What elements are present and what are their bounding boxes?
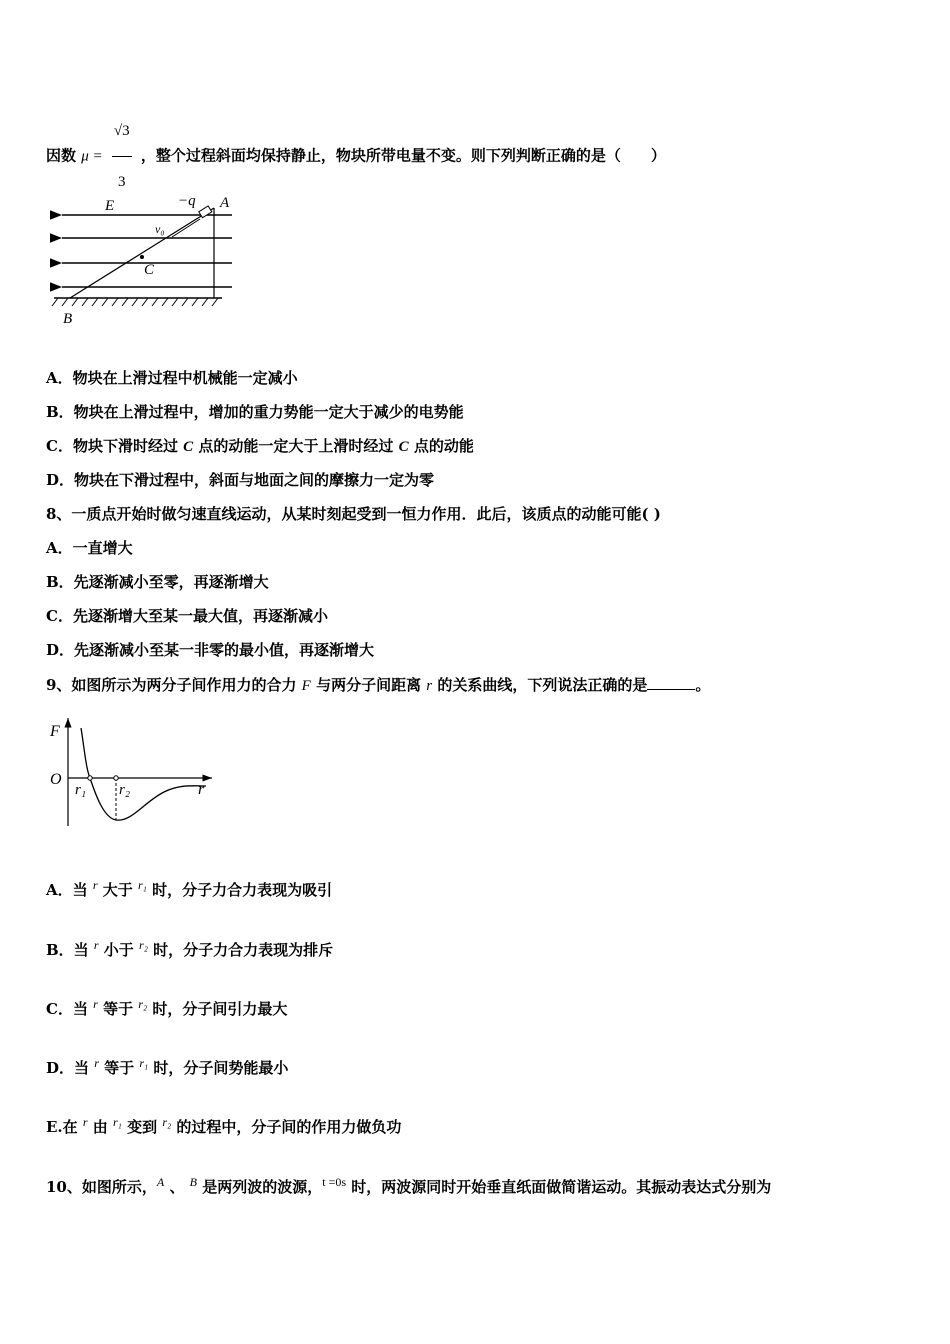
q7-option-d-text: D．物块在下滑过程中，斜面与地面之间的摩擦力一定为零 (46, 471, 435, 489)
label-O: O (50, 771, 62, 788)
q9-option-text: 变到 (121, 1118, 163, 1136)
mu-symbol: μ = (81, 148, 103, 165)
q7-stem-suffix: ，整个过程斜面均保持静止，物块所带电量不变。则下列判断正确的是（ ） (140, 146, 666, 165)
q8-option-b: B．先逐渐减小至零，再逐渐增大 (46, 573, 269, 591)
q10-stem-text: 时，两波源同时开始垂直纸面做简谐运动。其振动表达式分别为 (346, 1178, 772, 1196)
var-F: F (301, 678, 311, 694)
var-r: r (94, 1056, 99, 1070)
label-E: E (105, 198, 115, 214)
q8-option-d: D．先逐渐减小至某一非零的最小值，再逐渐增大 (46, 641, 375, 659)
label-v0: v₀ (155, 222, 165, 236)
var-A: A (156, 1175, 165, 1189)
q9-option-text: 等于 (97, 1000, 139, 1018)
ground-hatching (52, 298, 218, 306)
force-curve (81, 728, 206, 820)
r1-dot (88, 776, 92, 780)
q10-stem (46, 1177, 771, 1198)
var-r2: r₂ (138, 997, 148, 1011)
q9-stem-end: 。 (695, 676, 711, 694)
q7-option-b (46, 402, 464, 422)
q10-stem-text: 是两列波的波源， (197, 1178, 323, 1196)
fraction-numerator: √3 (112, 106, 132, 157)
q7-option-b-text: B．物块在上滑过程中，增加的重力势能一定大于减少的电势能 (46, 403, 464, 421)
label-r1: r₁ (75, 782, 87, 798)
var-r1: r₁ (113, 1115, 122, 1129)
q9-stem-text: 的关系曲线，下列说法正确的是 (432, 676, 648, 694)
var-r: r (426, 678, 433, 694)
point-C-dot (140, 255, 144, 259)
q8-option-a: A．一直增大 (46, 539, 133, 557)
q10-stem-text: 、 (164, 1178, 190, 1196)
fraction-denominator: 3 (118, 174, 126, 190)
q7-option-d (46, 470, 434, 490)
q10-stem-text: 10、如图所示， (46, 1178, 157, 1196)
label-charge: −q (178, 193, 196, 209)
label-F: F (50, 723, 60, 740)
q9-option-text: 时，分子力合力表现为排斥 (147, 941, 334, 959)
q9-option-text: 等于 (98, 1059, 140, 1077)
q7-option-c-text: C．物块下滑时经过 (46, 437, 184, 455)
q9-option-text: B．当 (46, 941, 94, 959)
q9-option-a (46, 880, 332, 901)
q9-option-b (46, 940, 333, 961)
q9-option-text: 由 (87, 1118, 114, 1136)
label-C: C (144, 262, 155, 278)
var-r: r (93, 938, 99, 952)
var-B: B (189, 1175, 198, 1189)
var-r1: r₁ (139, 1056, 149, 1070)
q9-option-c (46, 999, 287, 1020)
q9-option-e (46, 1117, 401, 1138)
q9-stem-text: 9、如图所示为两分子间作用力的合力 (46, 676, 302, 694)
q9-option-text: D．当 (46, 1059, 95, 1077)
q9-option-text: 时，分子间势能最小 (148, 1059, 289, 1077)
var-r: r (93, 997, 98, 1011)
var-r1: r₁ (138, 878, 147, 892)
q7-stem (46, 106, 666, 190)
q9-option-text: 时，分子力合力表现为吸引 (146, 881, 333, 899)
q9-stem-text: 与两分子间距离 (310, 676, 427, 694)
r2-dot (114, 776, 118, 780)
var-C: C (398, 439, 409, 455)
answer-blank (647, 675, 695, 690)
time-equation: t =0s (322, 1175, 347, 1189)
incline-field-figure (50, 190, 250, 330)
q9-option-text: 时，分子间引力最大 (147, 1000, 288, 1018)
q9-option-text: 大于 (97, 881, 138, 899)
q7-option-c (46, 436, 474, 457)
var-r: r (82, 1115, 88, 1129)
force-distance-graph (46, 714, 226, 834)
q7-option-a-text: A．物块在上滑过程中机械能一定减小 (46, 369, 298, 387)
q7-option-a (46, 368, 298, 388)
q8-stem: 8、一质点开始时做匀速直线运动，从某时刻起受到一恒力作用．此后，该质点的动能可能( ) (46, 505, 661, 523)
var-C: C (183, 439, 194, 455)
incline-hypotenuse (70, 208, 214, 298)
q9-option-text: E.在 (46, 1118, 83, 1136)
label-r2: r₂ (119, 782, 131, 798)
var-r2: r₂ (139, 938, 148, 952)
q7-option-c-text: 点的动能一定大于上滑时经过 (193, 437, 399, 455)
q9-option-text: C．当 (46, 1000, 94, 1018)
q7-option-c-text: 点的动能 (408, 437, 474, 455)
q9-option-text: A．当 (46, 881, 93, 899)
label-B: B (63, 311, 73, 327)
label-r-axis: r (198, 781, 205, 798)
var-r: r (92, 878, 98, 892)
var-r2: r₂ (162, 1115, 172, 1129)
label-A: A (220, 195, 230, 211)
q8-option-c: C．先逐渐增大至某一最大值，再逐渐减小 (46, 607, 328, 625)
q9-option-text: 小于 (98, 941, 140, 959)
velocity-arrow (172, 219, 200, 237)
q9-option-text: 的过程中，分子间的作用力做负功 (171, 1118, 402, 1136)
q7-stem-prefix: 因数 (46, 146, 77, 165)
q9-stem (46, 675, 710, 696)
q9-option-d (46, 1058, 288, 1079)
